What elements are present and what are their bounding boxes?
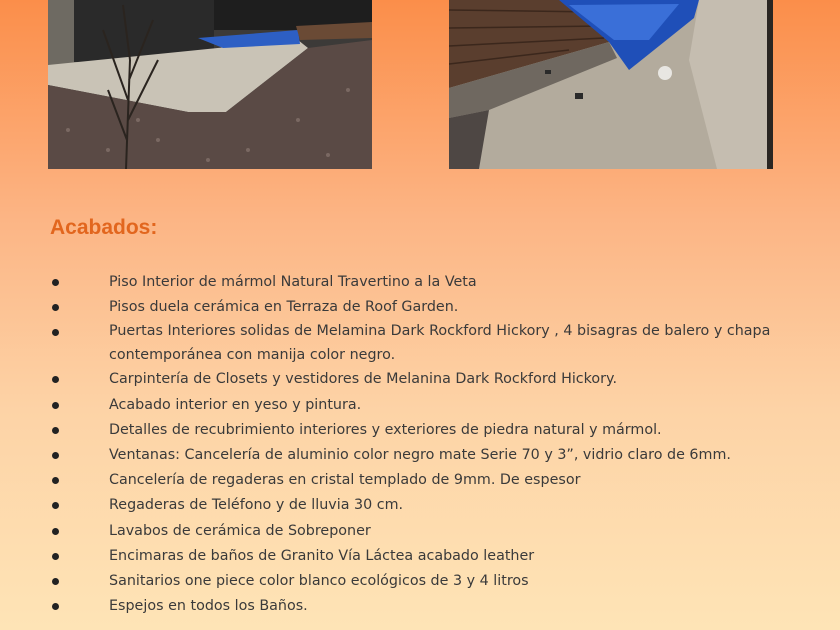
section-title: Acabados: (50, 216, 158, 239)
bullet-icon (52, 528, 59, 535)
photo-pool-deck (449, 0, 773, 169)
list-item: Carpintería de Closets y vestidores de Melanina Dark Rockford Hickory. (0, 367, 789, 392)
bullet-icon (52, 279, 59, 286)
list-item: Cancelería de regaderas en cristal templado de 9mm. De espesor (0, 468, 789, 493)
list-item: Puertas Interiores solidas de Melamina Dark Rockford Hickory , 4 bisagras de balero y chapa contemporánea con manija color negro. (0, 320, 789, 367)
bullet-icon (52, 553, 59, 560)
bullet-icon (52, 402, 59, 409)
list-item: Lavabos de cerámica de Sobreponer (0, 519, 789, 544)
bullet-icon (52, 603, 59, 610)
finishes-list (0, 270, 789, 619)
list-item: Ventanas: Cancelería de aluminio color negro mate Serie 70 y 3”, vidrio claro de 6mm. (0, 443, 789, 468)
bullet-icon (52, 452, 59, 459)
bullet-icon (52, 329, 59, 336)
list-item: Regaderas de Teléfono y de lluvia 30 cm. (0, 493, 789, 518)
list-item: Pisos duela cerámica en Terraza de Roof Garden. (0, 295, 789, 320)
photo-terrace-pool (48, 0, 372, 169)
list-item: Sanitarios one piece color blanco ecológicos de 3 y 4 litros (0, 569, 789, 594)
bullet-icon (52, 304, 59, 311)
list-item: Espejos en todos los Baños. (0, 594, 789, 619)
bullet-icon (52, 376, 59, 383)
bullet-icon (52, 427, 59, 434)
list-item: Detalles de recubrimiento interiores y exteriores de piedra natural y mármol. (0, 418, 789, 443)
list-item: Piso Interior de mármol Natural Travertino a la Veta (0, 270, 789, 295)
bullet-icon (52, 477, 59, 484)
list-item: Acabado interior en yeso y pintura. (0, 393, 789, 418)
bullet-icon (52, 502, 59, 509)
bullet-icon (52, 578, 59, 585)
list-item: Encimaras de baños de Granito Vía Láctea acabado leather (0, 544, 789, 569)
